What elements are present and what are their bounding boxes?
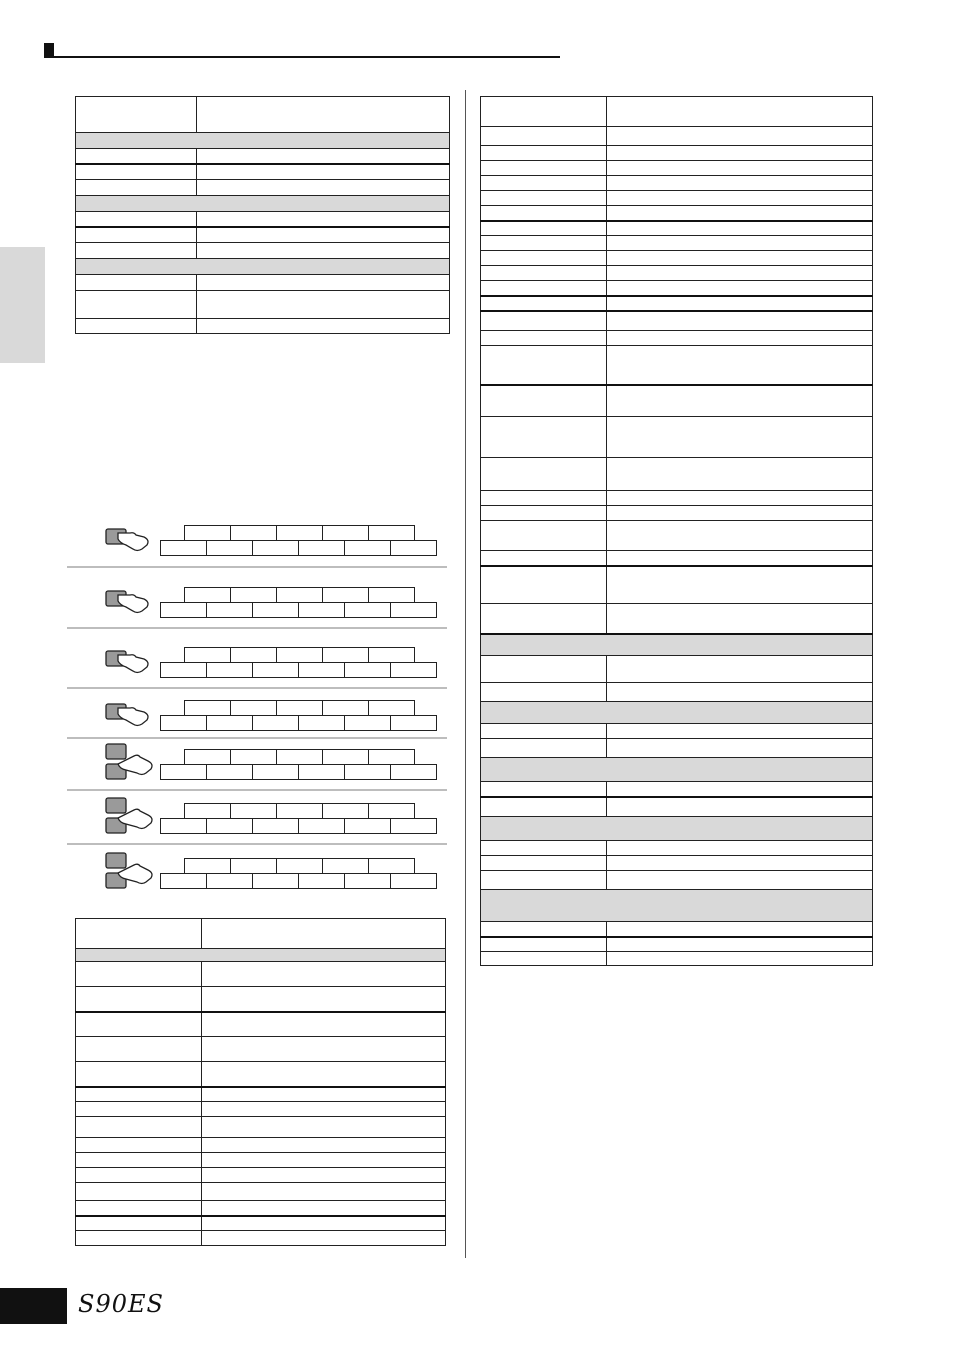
key-cell — [344, 818, 391, 834]
key-cell — [252, 540, 299, 556]
key-cell — [206, 662, 253, 678]
key-cell — [230, 858, 277, 874]
table-row — [481, 296, 873, 311]
key-row-upper — [184, 803, 415, 819]
table-row — [76, 291, 450, 319]
table-row — [76, 1183, 446, 1201]
key-cell — [252, 662, 299, 678]
key-cell — [344, 715, 391, 731]
key-cell — [230, 525, 277, 541]
diagram-separator — [67, 687, 447, 689]
table-section-row — [481, 702, 873, 724]
table-row — [481, 724, 873, 739]
table-section-row — [76, 133, 450, 149]
diagram-separator — [67, 737, 447, 739]
key-cell — [322, 803, 369, 819]
table-row — [481, 346, 873, 385]
table-row — [481, 656, 873, 683]
header-marker — [44, 43, 54, 57]
key-cell — [344, 540, 391, 556]
table-row — [481, 841, 873, 856]
key-cell — [298, 818, 345, 834]
table-header-row — [481, 97, 873, 127]
hand-press-two-buttons-icon — [104, 851, 156, 896]
key-cell — [206, 818, 253, 834]
key-cell — [390, 873, 437, 889]
key-cell — [184, 647, 231, 663]
table-section-row — [481, 634, 873, 656]
table-row — [76, 962, 446, 987]
key-cell — [184, 858, 231, 874]
diagram-separator — [67, 627, 447, 629]
table-row — [76, 275, 450, 291]
hand-press-one-button-icon — [104, 698, 156, 733]
key-cell — [206, 873, 253, 889]
key-cell — [344, 873, 391, 889]
table-row — [481, 331, 873, 346]
table-row — [481, 922, 873, 937]
hand-press-one-button-icon — [104, 645, 156, 680]
key-cell — [230, 803, 277, 819]
hand-press-two-buttons-icon — [104, 742, 156, 787]
table-row — [481, 521, 873, 551]
key-cell — [298, 715, 345, 731]
header-rule — [44, 56, 560, 58]
table-row — [76, 1138, 446, 1153]
table-row — [481, 311, 873, 331]
table-row — [481, 856, 873, 871]
table-row — [481, 266, 873, 281]
table-row — [481, 797, 873, 817]
key-cell — [184, 749, 231, 765]
product-logo: S90ES — [78, 1290, 164, 1318]
hand-press-two-buttons-icon — [104, 796, 156, 841]
table-section-row — [481, 817, 873, 841]
key-cell — [252, 873, 299, 889]
key-row-lower — [160, 602, 437, 618]
table-row — [76, 227, 450, 243]
table-row — [481, 206, 873, 221]
diagram-separator — [67, 566, 447, 568]
key-row-lower — [160, 764, 437, 780]
key-row-lower — [160, 818, 437, 834]
table-row — [481, 683, 873, 702]
key-cell — [390, 602, 437, 618]
diagram-separator — [67, 843, 447, 845]
key-cell — [368, 803, 415, 819]
key-cell — [160, 540, 207, 556]
table-header-row — [76, 919, 446, 949]
key-cell — [206, 715, 253, 731]
key-cell — [230, 647, 277, 663]
key-cell — [276, 525, 323, 541]
table-top-left — [75, 96, 450, 334]
key-cell — [298, 764, 345, 780]
table-section-row — [76, 949, 446, 962]
table-row — [76, 1201, 446, 1216]
table-row — [76, 1087, 446, 1102]
key-cell — [368, 858, 415, 874]
hand-press-one-button-icon — [104, 585, 156, 620]
key-cell — [252, 602, 299, 618]
table-row — [76, 149, 450, 164]
key-cell — [368, 525, 415, 541]
table-row — [481, 952, 873, 966]
key-cell — [184, 803, 231, 819]
table-row — [481, 491, 873, 506]
key-cell — [160, 715, 207, 731]
table-row — [76, 1102, 446, 1117]
table-row — [481, 458, 873, 491]
key-cell — [206, 764, 253, 780]
key-cell — [390, 540, 437, 556]
table-row — [481, 417, 873, 458]
table-row — [76, 1153, 446, 1168]
table-section-row — [481, 758, 873, 782]
table-row — [76, 1012, 446, 1037]
page-number-box — [0, 1288, 67, 1324]
table-row — [481, 146, 873, 161]
table-row — [481, 251, 873, 266]
table-row — [481, 566, 873, 604]
table-section-row — [76, 196, 450, 212]
table-row — [76, 1216, 446, 1231]
key-row-lower — [160, 662, 437, 678]
table-right — [480, 96, 873, 966]
key-row-lower — [160, 873, 437, 889]
key-cell — [298, 662, 345, 678]
table-section-row — [76, 259, 450, 275]
table-row — [76, 180, 450, 196]
table-header-row — [76, 97, 450, 133]
key-cell — [322, 647, 369, 663]
key-cell — [298, 602, 345, 618]
key-cell — [276, 647, 323, 663]
key-cell — [390, 764, 437, 780]
table-row — [481, 236, 873, 251]
key-cell — [160, 764, 207, 780]
table-section-row — [481, 890, 873, 922]
table-row — [481, 551, 873, 566]
key-cell — [252, 764, 299, 780]
table-row — [481, 161, 873, 176]
key-cell — [298, 540, 345, 556]
key-cell — [276, 700, 323, 716]
table-row — [481, 604, 873, 634]
chapter-side-tab — [0, 247, 45, 363]
table-row — [76, 1117, 446, 1138]
table-row — [76, 1231, 446, 1246]
key-cell — [322, 700, 369, 716]
key-cell — [160, 818, 207, 834]
table-row — [76, 212, 450, 227]
table-row — [481, 871, 873, 890]
key-cell — [160, 662, 207, 678]
key-cell — [390, 715, 437, 731]
table-row — [76, 1168, 446, 1183]
key-cell — [368, 700, 415, 716]
key-cell — [322, 587, 369, 603]
table-row — [481, 937, 873, 952]
key-cell — [160, 602, 207, 618]
key-cell — [230, 700, 277, 716]
table-row — [481, 127, 873, 146]
key-cell — [368, 647, 415, 663]
key-row-upper — [184, 647, 415, 663]
table-row — [76, 1037, 446, 1062]
table-bottom-left — [75, 918, 446, 1246]
key-cell — [184, 525, 231, 541]
key-row-upper — [184, 858, 415, 874]
diagram-separator — [67, 789, 447, 791]
table-row — [481, 281, 873, 296]
key-cell — [252, 818, 299, 834]
key-cell — [344, 602, 391, 618]
key-cell — [230, 749, 277, 765]
table-row — [481, 782, 873, 797]
key-cell — [298, 873, 345, 889]
table-row — [76, 164, 450, 180]
key-row-upper — [184, 749, 415, 765]
key-row-upper — [184, 587, 415, 603]
key-cell — [206, 602, 253, 618]
key-cell — [230, 587, 277, 603]
table-row — [76, 243, 450, 259]
key-cell — [344, 662, 391, 678]
table-row — [481, 176, 873, 191]
key-cell — [390, 818, 437, 834]
table-row — [481, 221, 873, 236]
column-divider — [465, 90, 466, 1258]
table-row — [76, 987, 446, 1012]
table-row — [481, 191, 873, 206]
key-cell — [368, 749, 415, 765]
key-cell — [322, 749, 369, 765]
key-cell — [322, 525, 369, 541]
key-cell — [184, 700, 231, 716]
key-cell — [322, 858, 369, 874]
key-cell — [276, 749, 323, 765]
table-row — [481, 506, 873, 521]
key-row-lower — [160, 715, 437, 731]
table-row — [76, 319, 450, 334]
key-cell — [368, 587, 415, 603]
key-cell — [206, 540, 253, 556]
key-cell — [390, 662, 437, 678]
table-row — [481, 739, 873, 758]
key-cell — [276, 587, 323, 603]
key-cell — [160, 873, 207, 889]
key-cell — [184, 587, 231, 603]
key-row-upper — [184, 525, 415, 541]
hand-press-one-button-icon — [104, 523, 156, 558]
table-row — [481, 385, 873, 417]
key-cell — [252, 715, 299, 731]
key-row-upper — [184, 700, 415, 716]
key-row-lower — [160, 540, 437, 556]
table-row — [76, 1062, 446, 1087]
key-cell — [276, 803, 323, 819]
key-cell — [344, 764, 391, 780]
key-cell — [276, 858, 323, 874]
